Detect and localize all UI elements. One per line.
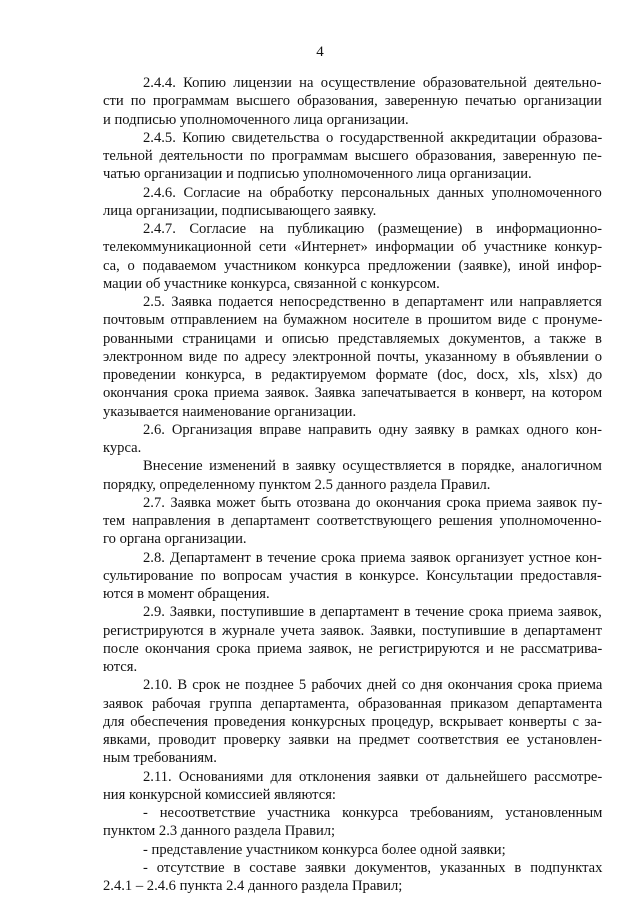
text-line: 2.6. Организация вправе направить одну заявку в рамках одного кон- (143, 422, 603, 438)
text-line: пунктом 2.3 данного раздела Правил; (103, 823, 336, 839)
text-line: 2.4.4. Копию лицензии на осуществление образовательной деятельно- (143, 75, 602, 91)
text-line: са, о подаваемом участником конкурса предложении (заявке), иной инфор- (103, 258, 602, 274)
text-line: окончания срока приема заявок. Заявка запечатывается в конверт, на котором (103, 385, 603, 401)
text-line: 2.7. Заявка может быть отозвана до окончания срока приема заявок пу- (143, 495, 603, 511)
text-line: регистрируются в журнале учета заявок. Заявки, поступившие в департамент (103, 623, 602, 639)
text-line: 2.4.5. Копию свидетельства о государственной аккредитации образова- (143, 130, 603, 146)
text-line: проведении конкурса, в редактируемом формате (doc, docx, xls, xlsx) до (103, 367, 603, 383)
text-line: го органа организации. (103, 531, 247, 547)
text-line: тем направления в департамент соответствующего решения уполномоченно- (103, 513, 602, 529)
text-line: курса. (103, 440, 142, 456)
text-line: 2.4.7. Согласие на публикацию (размещение) в информационно- (143, 221, 602, 237)
text-line: сультирование по вопросам участия в конкурсе. Консультации предоставля- (103, 568, 602, 584)
text-line: мации об участнике конкурса, связанной с конкурсом. (103, 276, 440, 292)
text-line: 2.9. Заявки, поступившие в департамент в течение срока приема заявок, (143, 604, 602, 620)
text-line: указывается наименование организации. (103, 404, 357, 420)
text-line: ным требованиям. (103, 750, 217, 766)
text-line: - представление участником конкурса более одной заявки; (143, 842, 506, 858)
text-line: сти по программам высшего образования, заверенную печатью организации (103, 93, 602, 109)
text-line: ются. (103, 659, 138, 675)
text-line: 2.8. Департамент в течение срока приема заявок организует устное кон- (143, 550, 602, 566)
text-line: электронном виде по адресу электронной почты, указанному в объявлении о (103, 349, 603, 365)
text-line: 2.11. Основаниями для отклонения заявки от дальнейшего рассмотре- (143, 769, 603, 785)
text-line: порядку, определенному пунктом 2.5 данного раздела Правил. (103, 477, 491, 493)
text-line: тельной деятельности по программам высшего образования, заверенную пе- (103, 148, 602, 164)
text-line: почтовым отправлением на бумажном носителе в прошитом виде с пронуме- (103, 312, 603, 328)
text-line: Внесение изменений в заявку осуществляется в порядке, аналогичном (143, 458, 602, 474)
text-line: - несоответствие участника конкурса требованиям, установленным (143, 805, 603, 821)
text-line: чатью организации и подписью уполномоченного лица организации. (103, 166, 532, 182)
text-line: 2.4.6. Согласие на обработку персональных данных уполномоченного (143, 185, 602, 201)
text-line: 2.4.1 – 2.4.6 пункта 2.4 данного раздела Правил; (103, 878, 403, 894)
text-line: рованными страницами и описью представляемых документов, а также в (103, 331, 602, 347)
text-line: заявок рабочая группа департамента, образованная приказом департамента (103, 696, 603, 712)
text-line: телекоммуникационной сети «Интернет» информации об участнике конкур- (103, 239, 603, 255)
page-number: 4 (316, 44, 324, 60)
text-line: для обеспечения проведения конкурсных процедур, вскрывает конверты с за- (103, 714, 602, 730)
text-line: 2.10. В срок не позднее 5 рабочих дней со дня окончания срока приема (143, 677, 603, 693)
text-line: 2.5. Заявка подается непосредственно в департамент или направляется (143, 294, 602, 310)
text-line: ются в момент обращения. (103, 586, 270, 602)
text-line: - отсутствие в составе заявки документов, указанных в подпунктах (143, 860, 603, 876)
text-line: лица организации, подписывающего заявку. (103, 203, 377, 219)
text-line: ния конкурсной комиссией являются: (103, 787, 336, 803)
text-line: и подписью уполномоченного лица организации. (103, 112, 409, 128)
text-line: после окончания срока приема заявок, не регистрируются и не рассматрива- (103, 641, 603, 657)
text-line: явками, проводит проверку заявки на предмет соответствия ее установлен- (103, 732, 602, 748)
